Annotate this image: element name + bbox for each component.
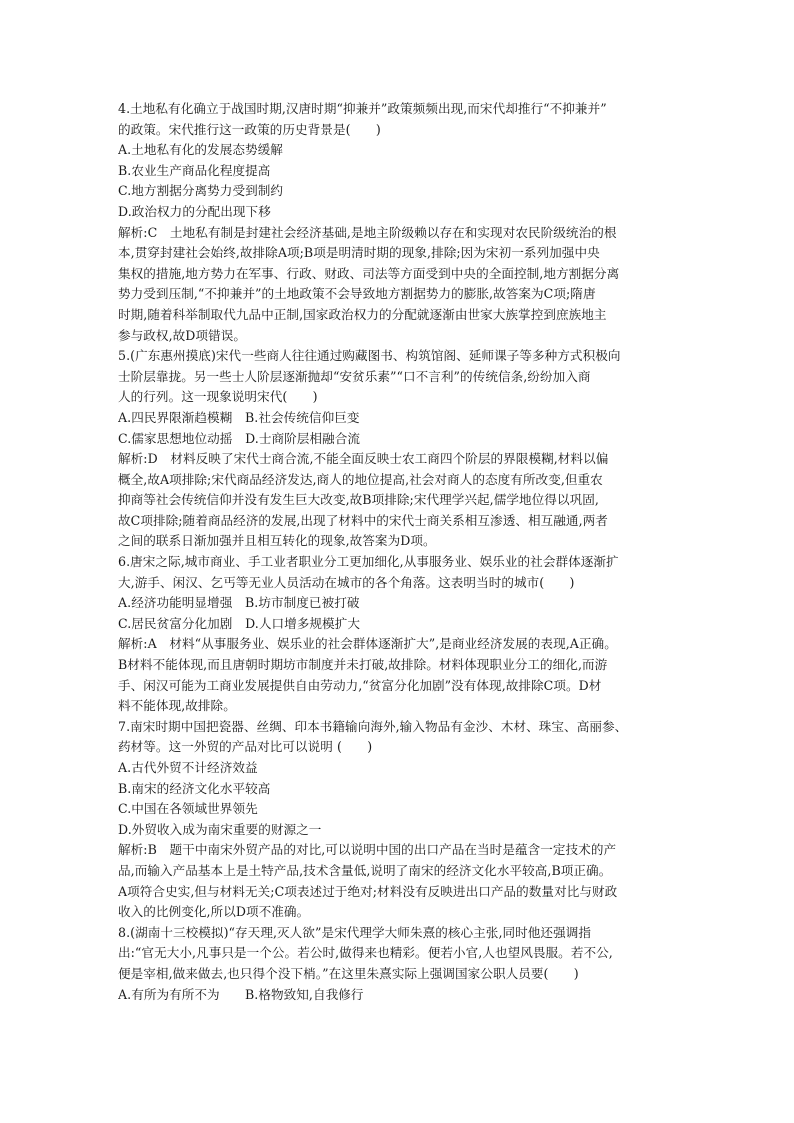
q7-stem-line-2: 药材等。这一外贸的产品对比可以说明 ( ) — [118, 739, 373, 755]
q5-analysis-line-1: 解析:D 材料反映了宋代士商合流,不能全面反映士农工商四个阶层的界限模糊,材料以偏 — [118, 451, 609, 467]
q7-analysis-line-1: 解析:B 题干中南宋外贸产品的对比,可以说明中国的出口产品在当时是蕴含一定技术的产 — [118, 842, 617, 858]
q7-option-b: B.南宋的经济文化水平较高 — [118, 780, 271, 796]
q5-analysis-line-4: 故C项排除;随着商品经济的发展,出现了材料中的宋代士商关系相互渗透、相互融通,两者 — [118, 512, 608, 528]
q6-stem-line-1: 6.唐宋之际,城市商业、手工业者职业分工更加细化,从事服务业、娱乐业的社会群体逐渐扩 — [118, 554, 619, 570]
q5-stem-line-1: 5.(广东惠州摸底)宋代一些商人往往通过购藏图书、构筑馆阁、延师课子等多种方式积极向 — [118, 348, 621, 364]
q5-analysis-line-2: 概全,故A项排除;宋代商品经济发达,商人的地位提高,社会对商人的态度有所改变,但重农 — [118, 471, 603, 487]
q4-analysis-line-2: 本,贯穿封建社会始终,故排除A项;B项是明清时期的现象,排除;因为宋初一系列加强中央 — [118, 245, 600, 261]
q5-analysis-line-3: 抑商等社会传统信仰并没有发生巨大改变,故B项排除;宋代理学兴起,儒学地位得以巩固, — [118, 492, 599, 508]
q4-stem-line-1: 4.土地私有化确立于战国时期,汉唐时期“抑兼并”政策频频出现,而宋代却推行“不抑兼并” — [118, 101, 607, 116]
q7-option-d: D.外贸收入成为南宋重要的财源之一 — [118, 821, 322, 837]
q8-stem-line-2: 出:“官无大小,凡事只是一个公。若公时,做得来也精彩。便若小官,人也望风畏服。若不公, — [118, 945, 613, 961]
q4-option-b: B.农业生产商品化程度提高 — [118, 162, 271, 178]
q6-analysis-line-4: 料不能体现,故排除。 — [118, 698, 236, 714]
q7-option-c: C.中国在各领域世界领先 — [118, 801, 258, 817]
q5-stem-line-2: 士阶层靠拢。另一些士人阶层逐渐抛却“安贫乐素”“口不言利”的传统信条,纷纷加入商 — [118, 368, 591, 384]
q8-stem-line-3: 便是宰相,做来做去,也只得个没下梢。”在这里朱熹实际上强调国家公职人员要( ) — [118, 965, 579, 981]
q6-options-ab: A.经济功能明显增强 B.坊市制度已被打破 — [118, 595, 360, 611]
q4-analysis-line-1: 解析:C 土地私有制是封建社会经济基础,是地主阶级赖以存在和实现对农民阶级统治的根 — [118, 224, 617, 240]
q7-option-a: A.古代外贸不计经济效益 — [118, 760, 258, 775]
q4-analysis-line-3: 集权的措施,地方势力在军事、行政、财政、司法等方面受到中央的全面控制,地方割据分离 — [118, 265, 620, 281]
q7-analysis-line-3: A项符合史实,但与材料无关;C项表述过于绝对;材料没有反映进出口产品的数量对比与财政 — [118, 883, 618, 899]
q6-analysis-line-3: 手、闲汉可能为工商业发展提供自由劳动力,“贫富分化加剧”没有体现,故排除C项。D材 — [118, 677, 602, 693]
q6-options-cd: C.居民贫富分化加剧 D.人口增多规模扩大 — [118, 615, 360, 631]
q6-stem-line-2: 大,游手、闲汉、乞丐等无业人员活动在城市的各个角落。这表明当时的城市( ) — [118, 574, 575, 590]
q4-analysis-line-5: 时期,随着科举制取代九品中正制,国家政治权力的分配就逐渐由世家大族掌控到庶族地主 — [118, 306, 607, 322]
q8-options-ab: A.有所为有所不为 B.格物致知,自我修行 — [118, 986, 364, 1002]
q6-analysis-line-2: B材料不能体现,而且唐朝时期坊市制度并未打破,故排除。材料体现职业分工的细化,而游 — [118, 657, 608, 673]
q7-analysis-line-4: 收入的比例变化,所以D项不准确。 — [118, 904, 310, 920]
q5-options-cd: C.儒家思想地位动摇 D.士商阶层相融合流 — [118, 430, 360, 446]
q7-stem-line-1: 7.南宋时期中国把瓷器、丝绸、印本书籍输向海外,输入物品有金沙、木材、珠宝、高丽参、 — [118, 718, 628, 734]
q4-option-a: A.土地私有化的发展态势缓解 — [118, 142, 283, 158]
q8-stem-line-1: 8.(湖南十三校模拟)“存天理,灭人欲”是宋代理学大师朱熹的核心主张,同时他还强调指 — [118, 924, 592, 940]
q4-stem-line-2: 的政策。宋代推行这一政策的历史背景是( ) — [118, 121, 381, 137]
q4-option-c: C.地方割据分离势力受到制约 — [118, 183, 284, 199]
q4-analysis-line-4: 势力受到压制,“不抑兼并”的土地政策不会导致地方割据势力的膨胀,故答案为C项;隋唐 — [118, 286, 596, 302]
q5-options-ab: A.四民界限渐趋模糊 B.社会传统信仰巨变 — [118, 409, 360, 425]
q4-option-d: D.政治权力的分配出现下移 — [118, 203, 271, 219]
q4-analysis-line-6: 参与政权,故D项错误。 — [118, 327, 246, 343]
q6-analysis-line-1: 解析:A 材料“从事服务业、娱乐业的社会群体逐渐扩大”,是商业经济发展的表现,A正确。 — [118, 636, 617, 652]
q5-stem-line-3: 人的行列。这一现象说明宋代( ) — [118, 389, 318, 405]
q5-analysis-line-5: 之间的联系日渐加强并且相互转化的现象,故答案为D项。 — [118, 533, 436, 549]
document-body — [118, 99, 678, 1005]
q7-analysis-line-2: 品,而输入产品基本上是土特产品,技术含量低,说明了南宋的经济文化水平较高,B项正确。 — [118, 862, 612, 878]
